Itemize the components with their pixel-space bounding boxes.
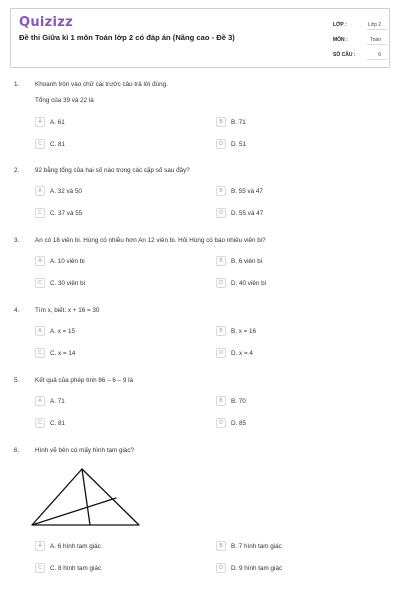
option-d[interactable] — [216, 563, 282, 573]
option-text: B. 55 và 47 — [231, 187, 263, 195]
option-a[interactable] — [35, 186, 82, 196]
option-letter-box: A — [35, 396, 45, 406]
meta-panel — [333, 17, 387, 62]
option-text: B. 6 viên bi — [231, 257, 263, 265]
worksheet-header — [10, 8, 390, 68]
option-c[interactable] — [35, 139, 65, 149]
option-d[interactable] — [216, 139, 246, 149]
meta-row-count — [333, 47, 387, 62]
question-text: An có 18 viên bi. Hùng có nhiều hơn An 12 viên bi. Hỏi Hùng có bao nhiêu viên bi? — [35, 236, 266, 244]
option-letter-box: A — [35, 117, 45, 127]
meta-label: LỚP : — [333, 21, 347, 28]
option-text: D. x = 4 — [231, 349, 253, 357]
option-text: A. 71 — [50, 397, 65, 405]
option-text: A. 6 hình tam giác — [50, 542, 101, 550]
option-letter-box: D — [216, 139, 226, 149]
option-text: B. x = 16 — [231, 327, 257, 335]
option-text: C. x = 14 — [50, 349, 76, 357]
option-letter-box: A — [35, 326, 45, 336]
option-letter-box: C — [35, 348, 45, 358]
meta-value: Lớp 2 — [367, 20, 387, 30]
meta-row-subject — [333, 32, 387, 47]
question-text: Khoanh tròn vào chữ cái trước câu trả lời đúng. — [35, 80, 168, 88]
option-letter-box: A — [35, 186, 45, 196]
question-number: 4. — [14, 306, 20, 314]
option-text: C. 8 hình tam giác — [50, 564, 102, 572]
option-text: D. 85 — [231, 419, 247, 427]
question-3 — [14, 235, 386, 245]
option-b[interactable] — [216, 117, 246, 127]
question-text: Kết quả của phép tính 86 – 6 – 9 là — [35, 376, 134, 384]
question-number: 6. — [14, 446, 20, 454]
option-text: D. 40 viên bi — [231, 279, 267, 287]
option-text: D. 55 và 47 — [231, 209, 264, 217]
option-letter-box: B — [216, 256, 226, 266]
option-letter-box: B — [216, 186, 226, 196]
question-4 — [14, 305, 386, 315]
option-c[interactable] — [35, 348, 75, 358]
option-letter-box: D — [216, 348, 226, 358]
option-letter-box: B — [216, 396, 226, 406]
option-text: D. 9 hình tam giác — [231, 564, 283, 572]
option-c[interactable] — [35, 563, 101, 573]
option-text: D. 51 — [231, 140, 247, 148]
option-b[interactable] — [216, 326, 256, 336]
option-letter-box: B — [216, 117, 226, 127]
option-b[interactable] — [216, 396, 246, 406]
question-text: 92 bằng tổng của hai số nào trong các cặp số sau đây? — [35, 166, 190, 174]
option-text: C. 37 và 55 — [50, 209, 83, 217]
option-c[interactable] — [35, 418, 65, 428]
question-text: Tìm x, biết: x + 16 = 30 — [35, 306, 100, 314]
question-number: 5. — [14, 376, 20, 384]
option-a[interactable] — [35, 256, 85, 266]
option-b[interactable] — [216, 186, 263, 196]
option-letter-box: B — [216, 326, 226, 336]
option-text: C. 81 — [50, 140, 66, 148]
meta-value: Toán — [367, 35, 387, 45]
option-letter-box: C — [35, 139, 45, 149]
option-d[interactable] — [216, 348, 253, 358]
option-a[interactable] — [35, 396, 65, 406]
option-letter-box: D — [216, 208, 226, 218]
meta-row-class — [333, 17, 387, 32]
option-text: A. 32 và 50 — [50, 187, 82, 195]
option-c[interactable] — [35, 208, 82, 218]
option-text: A. 10 viên bi — [50, 257, 85, 265]
option-b[interactable] — [216, 256, 262, 266]
quizizz-logo: Quizizz — [19, 15, 74, 30]
option-letter-box: B — [216, 541, 226, 551]
option-b[interactable] — [216, 541, 282, 551]
option-text: C. 30 viên bi — [50, 279, 86, 287]
question-number: 3. — [14, 236, 20, 244]
question-number: 2. — [14, 166, 20, 174]
question-5 — [14, 375, 386, 385]
option-c[interactable] — [35, 278, 85, 288]
question-6 — [14, 445, 386, 455]
option-a[interactable] — [35, 117, 65, 127]
option-a[interactable] — [35, 326, 75, 336]
meta-label: SỐ CÂU : — [333, 51, 356, 58]
option-text: A. x = 15 — [50, 327, 76, 335]
question-2 — [14, 165, 386, 175]
meta-label: MÔN : — [333, 36, 348, 43]
question-subtext: Tổng của 39 và 22 là — [35, 97, 94, 104]
option-d[interactable] — [216, 208, 263, 218]
option-text: C. 81 — [50, 419, 66, 427]
inner-segment-apex-base — [82, 469, 90, 525]
question-1 — [14, 79, 386, 104]
option-d[interactable] — [216, 278, 266, 288]
option-letter-box: C — [35, 208, 45, 218]
question-text: Hình vẽ bên có mấy hình tam giác? — [35, 446, 135, 454]
option-text: A. 61 — [50, 118, 65, 126]
option-letter-box: C — [35, 563, 45, 573]
option-letter-box: D — [216, 278, 226, 288]
option-text: B. 70 — [231, 397, 246, 405]
option-a[interactable] — [35, 541, 101, 551]
triangle-figure — [30, 467, 142, 529]
meta-value: 6 — [367, 50, 387, 60]
option-text: B. 7 hình tam giác — [231, 542, 282, 550]
option-letter-box: C — [35, 278, 45, 288]
option-d[interactable] — [216, 418, 246, 428]
option-letter-box: A — [35, 541, 45, 551]
option-text: B. 71 — [231, 118, 246, 126]
option-letter-box: D — [216, 563, 226, 573]
document-title: Đề thi Giữa kì 1 môn Toán lớp 2 có đáp án (Nâng cao - Đề 3) — [19, 33, 235, 42]
option-letter-box: D — [216, 418, 226, 428]
question-number: 1. — [14, 80, 20, 88]
option-letter-box: A — [35, 256, 45, 266]
option-letter-box: C — [35, 418, 45, 428]
